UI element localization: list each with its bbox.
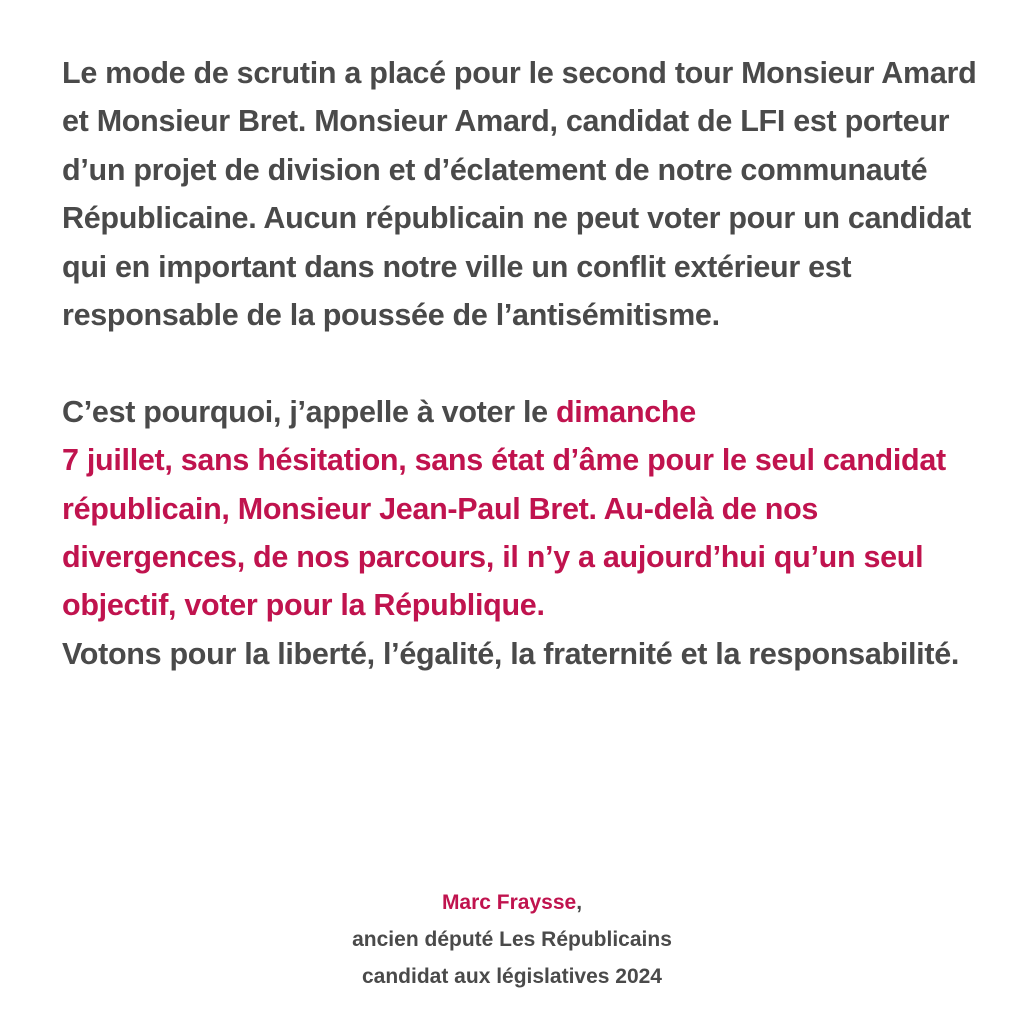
- signature-title-2: candidat aux législatives 2024: [362, 965, 662, 988]
- signature-name-line: [0, 884, 1024, 921]
- paragraph-spacer: [62, 339, 992, 387]
- signature-block: [0, 884, 1024, 995]
- call-to-vote-lead: C’est pourquoi, j’appelle à voter le: [62, 394, 556, 429]
- statement-paragraph-1: Le mode de scrutin a placé pour le second tour Monsieur Amard et Monsieur Bret. Monsieur Amard, candidat de LFI est porteur d’un projet de division et d’éclatement de notre communauté Républicaine. Aucun républicain ne peut voter pour un candidat qui en important dans notre ville un conflit extérieur est responsable de la poussée de l’antisémitisme.: [62, 56, 977, 333]
- call-to-vote-highlight-day: dimanche: [555, 394, 696, 429]
- signature-title-1: ancien député Les Républicains: [352, 928, 672, 951]
- statement-paragraph-3: Votons pour la liberté, l’égalité, la fraternité et la responsabilité.: [62, 636, 960, 671]
- statement-body: [62, 49, 992, 678]
- call-to-vote-highlight: 7 juillet, sans hésitation, sans état d’âme pour le seul candidat républicain, Monsieur Jean-Paul Bret. Au-delà de nos divergences, de nos parcours, il n’y a aujourd’hui qu’un seul objectif, voter pour la République.: [62, 443, 946, 623]
- statement-paragraph-2: [62, 388, 992, 630]
- signature-name-suffix: ,: [576, 891, 583, 914]
- signature-name: Marc Fraysse: [441, 891, 577, 914]
